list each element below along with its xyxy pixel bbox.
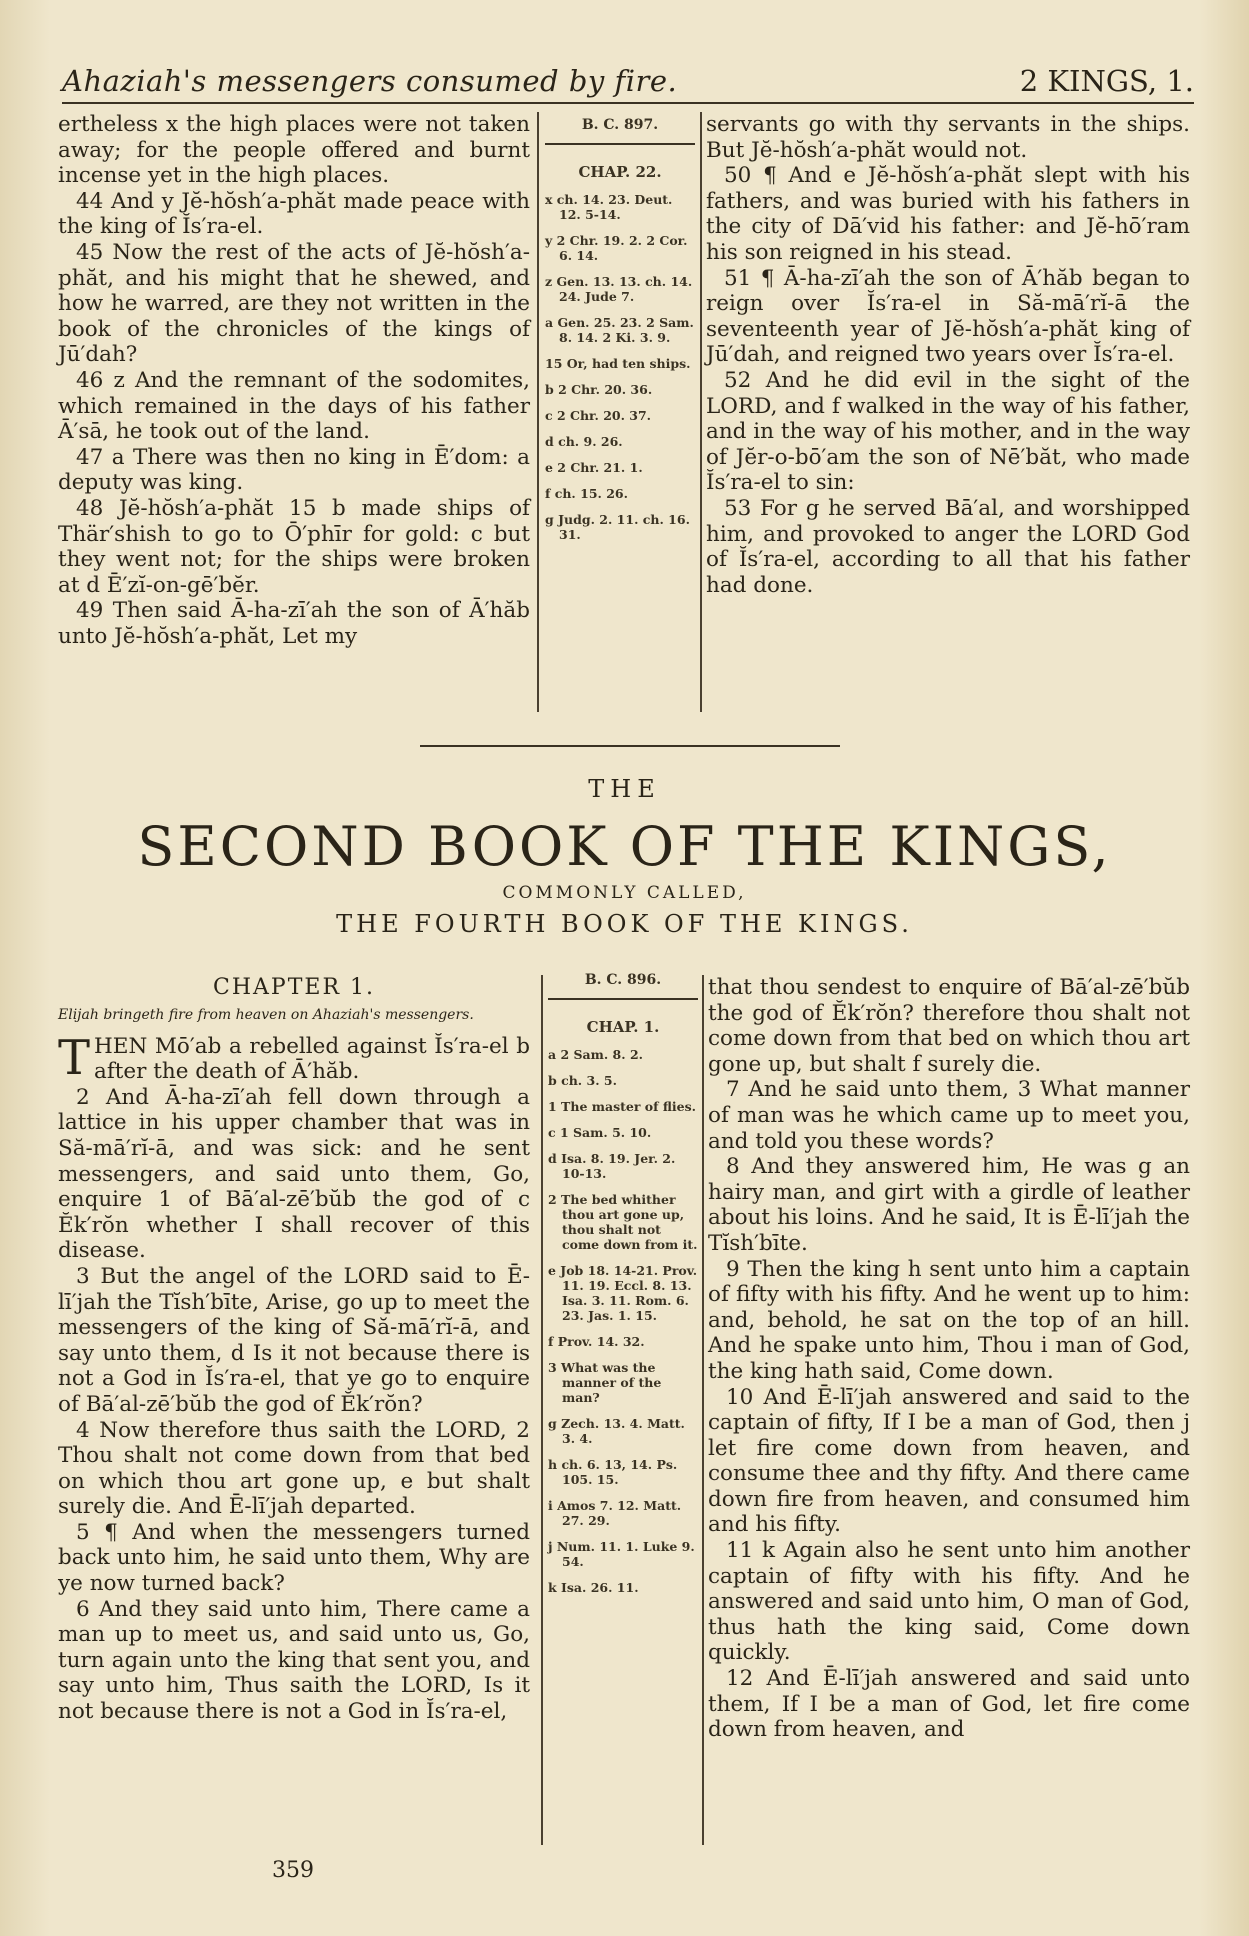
reference-note: 2 The bed whither thou art gone up, thou shalt not come down from it. — [548, 1192, 698, 1252]
reference-note: b 2 Chr. 20. 36. — [545, 382, 653, 397]
top-right-column — [706, 112, 1190, 598]
verse: 8 And they answered him, He was g an hairy man, and girt with a girdle of leather about his loins. And he said, It is Ē-lī′jah the Tĭsh′bīte. — [708, 1154, 1190, 1256]
verse: 10 And Ē-lī′jah answered and said to the captain of fifty, If I be a man of God, then j let fire come down from heaven, and consume thee and thy fifty. And there came down fire from heaven, and consumed him and his fifty. — [708, 1384, 1190, 1538]
page-number: 359 — [272, 1858, 314, 1883]
verse: 44 And y Jĕ-hŏsh′a-phăt made peace with the king of Ĭs′ra-el. — [58, 188, 530, 240]
reference-note: e 2 Chr. 21. 1. — [545, 460, 643, 475]
section-divider — [420, 745, 840, 747]
reference-note: f ch. 15. 26. — [545, 486, 628, 501]
top-margin-references — [545, 110, 695, 553]
book-subtitle-commonly-called: COMMONLY CALLED, — [502, 883, 747, 903]
reference-note: a 2 Sam. 8. 2. — [548, 1047, 644, 1062]
reference-note: d ch. 9. 26. — [545, 434, 623, 449]
verse: 12 And Ē-lī′jah answered and said unto them, If I be a man of God, let fire come down from heaven, and — [708, 1666, 1190, 1743]
reference-note: 15 Or, had ten ships. — [545, 356, 691, 371]
running-header — [62, 58, 1194, 104]
verse: that thou sendest to enquire of Bā′al-zē′bŭb the god of Ĕk′rŏn? therefore thou shalt not come down from that bed on which thou art gone up, but shalt f surely die. — [708, 975, 1190, 1077]
chapter-summary: Elijah bringeth fire from heaven on Ahaziah's messengers. — [58, 1006, 474, 1023]
drop-cap: T — [58, 1029, 91, 1086]
column-rule — [537, 112, 539, 712]
verse: 46 z And the remnant of the sodomites, which remained in the days of his father Ā′sā, he took out of the land. — [58, 367, 530, 445]
chapter-margin-references — [548, 965, 698, 1606]
verse: 53 For g he served Bā′al, and worshipped him, and provoked to anger the LORD God of Ĭs′ra-el, according to all that his father had done. — [706, 495, 1190, 598]
verse: 6 And they said unto him, There came a man up to meet us, and said unto us, Go, turn again unto the king that sent you, and say unto him, Thus saith the LORD, Is it not because there is not a God in Ĭs′ra-el, — [58, 1596, 530, 1725]
title-the: THE — [588, 775, 661, 803]
reference-note: c 2 Chr. 20. 37. — [545, 408, 652, 423]
verse: 45 Now the rest of the acts of Jĕ-hŏsh′a-phăt, and his might that he shewed, and how he warred, are they not written in the book of the chronicles of the kings of Jū′dah? — [58, 239, 530, 368]
column-rule — [702, 975, 704, 1845]
reference-note: b ch. 3. 5. — [548, 1073, 617, 1088]
reference-note: g Judg. 2. 11. ch. 16. 31. — [545, 512, 690, 542]
chapter-right-column — [708, 975, 1190, 1743]
reference-note: i Amos 7. 12. Matt. 27. 29. — [548, 1498, 682, 1528]
chapter-heading: CHAPTER 1. — [213, 975, 375, 1000]
chapter-label: CHAP. 1. — [586, 1018, 660, 1036]
chapter-label: CHAP. 22. — [578, 163, 662, 181]
reference-note: y 2 Chr. 19. 2. 2 Cor. 6. 14. — [545, 233, 688, 263]
reference-note: c 1 Sam. 5. 10. — [548, 1125, 652, 1140]
verse: 4 Now therefore thus saith the LORD, 2 Thou shalt not come down from that bed on which thou art gone up, e but shalt surely die. And Ē-lī′jah departed. — [58, 1417, 530, 1520]
verse: 5 ¶ And when the messengers turned back unto him, he said unto them, Why are ye now turned back? — [58, 1519, 530, 1597]
reference-note: d Isa. 8. 19. Jer. 2. 10-13. — [548, 1151, 676, 1181]
book-subtitle: THE FOURTH BOOK OF THE KINGS. — [336, 910, 913, 938]
header-book-chapter: 2 KINGS, 1. — [1019, 64, 1194, 98]
reference-note: f Prov. 14. 32. — [548, 1334, 645, 1349]
verse: 11 k Again also he sent unto him another captain of fifty with his fifty. And he answered and said unto him, O man of God, thus hath the king said, Come down quickly. — [708, 1538, 1190, 1666]
verse: 2 And Ā-ha-zī′ah fell down through a lattice in his upper chamber that was in Să-mā′rĭ-ā, and was sick: and he sent messengers, and said unto them, Go, enquire 1 of Bā′al-zē′bŭb the god of c Ĕk′rŏn whether I shall recover of this disease. — [58, 1084, 530, 1264]
reference-note: k Isa. 26. 11. — [548, 1580, 639, 1595]
chapter-left-column — [58, 975, 530, 1725]
verse-1 — [58, 1029, 530, 1086]
reference-note: h ch. 6. 13, 14. Ps. 105. 15. — [548, 1457, 678, 1487]
reference-note: e Job 18. 14-21. Prov. 11. 19. Eccl. 8. 13. Isa. 3. 11. Rom. 6. 23. Jas. 1. 15. — [548, 1263, 698, 1323]
date-label: B. C. 897. — [545, 110, 695, 145]
verse: ertheless x the high places were not taken away; for the people offered and burnt incense yet in the high places. — [58, 112, 530, 189]
reference-note: x ch. 14. 23. Deut. 12. 5-14. — [545, 192, 673, 222]
reference-note: a Gen. 25. 23. 2 Sam. 8. 14. 2 Ki. 3. 9. — [545, 315, 694, 345]
reference-note: j Num. 11. 1. Luke 9. 54. — [548, 1539, 695, 1569]
top-left-column — [58, 112, 530, 649]
reference-note: g Zech. 13. 4. Matt. 3. 4. — [548, 1416, 685, 1446]
verse-text: HEN Mō′ab a rebelled against Ĭs′ra-el b after the death of Ā′hăb. — [94, 1033, 530, 1085]
column-rule — [541, 975, 543, 1845]
verse: servants go with thy servants in the ships. But Jĕ-hŏsh′a-phăt would not. — [706, 112, 1190, 163]
header-summary: Ahaziah's messengers consumed by fire. — [62, 64, 678, 98]
verse: 7 And he said unto them, 3 What manner of man was he which came up to meet you, and told you these words? — [708, 1077, 1190, 1154]
reference-note: 1 The master of flies. — [548, 1099, 697, 1114]
verse: 47 a There was then no king in Ē′dom: a deputy was king. — [58, 444, 530, 496]
verse: 52 And he did evil in the sight of the LORD, and f walked in the way of his father, and in the way of his mother, and in the way of Jĕr-o-bō′am the son of Nē′băt, who made Ĭs′ra-el to sin: — [706, 367, 1190, 496]
verse: 48 Jĕ-hŏsh′a-phăt 15 b made ships of Thär′shish to go to Ō′phīr for gold: c but they went not; for the ships were broken at d Ē′zĭ-on-gē′bĕr. — [58, 495, 530, 598]
verse: 51 ¶ Ā-ha-zī′ah the son of Ā′hăb began to reign over Ĭs′ra-el in Să-mā′rĭ-ā the seventeenth year of Jĕ-hŏsh′a-phăt king of Jū′dah, and reigned two years over Ĭs′ra-el. — [706, 265, 1190, 368]
date-label: B. C. 896. — [548, 965, 698, 1000]
verse: 49 Then said Ā-ha-zī′ah the son of Ā′hăb unto Jĕ-hŏsh′a-phăt, Let my — [58, 598, 530, 649]
book-title: SECOND BOOK OF THE KINGS, — [137, 815, 1112, 878]
reference-note: z Gen. 13. 13. ch. 14. 24. Jude 7. — [545, 274, 693, 304]
verse: 3 But the angel of the LORD said to Ē-lī′jah the Tĭsh′bīte, Arise, go up to meet the messengers of the king of Să-mā′rĭ-ā, and say unto them, d Is it not because there is not a God in Ĭs′ra-el, that ye go to enquire of Bā′al-zē′bŭb the god of Ĕk′rŏn? — [58, 1263, 530, 1417]
column-rule — [700, 112, 702, 712]
verse: 9 Then the king h sent unto him a captain of fifty with his fifty. And he went up to him: and, behold, he sat on the top of an hill. And he spake unto him, Thou i man of God, the king hath said, Come down. — [708, 1256, 1190, 1384]
verse: 50 ¶ And e Jĕ-hŏsh′a-phăt slept with his fathers, and was buried with his fathers in the city of Dā′vid his father: and Jĕ-hō′ram his son reigned in his stead. — [706, 163, 1190, 265]
reference-note: 3 What was the manner of the man? — [548, 1360, 662, 1405]
